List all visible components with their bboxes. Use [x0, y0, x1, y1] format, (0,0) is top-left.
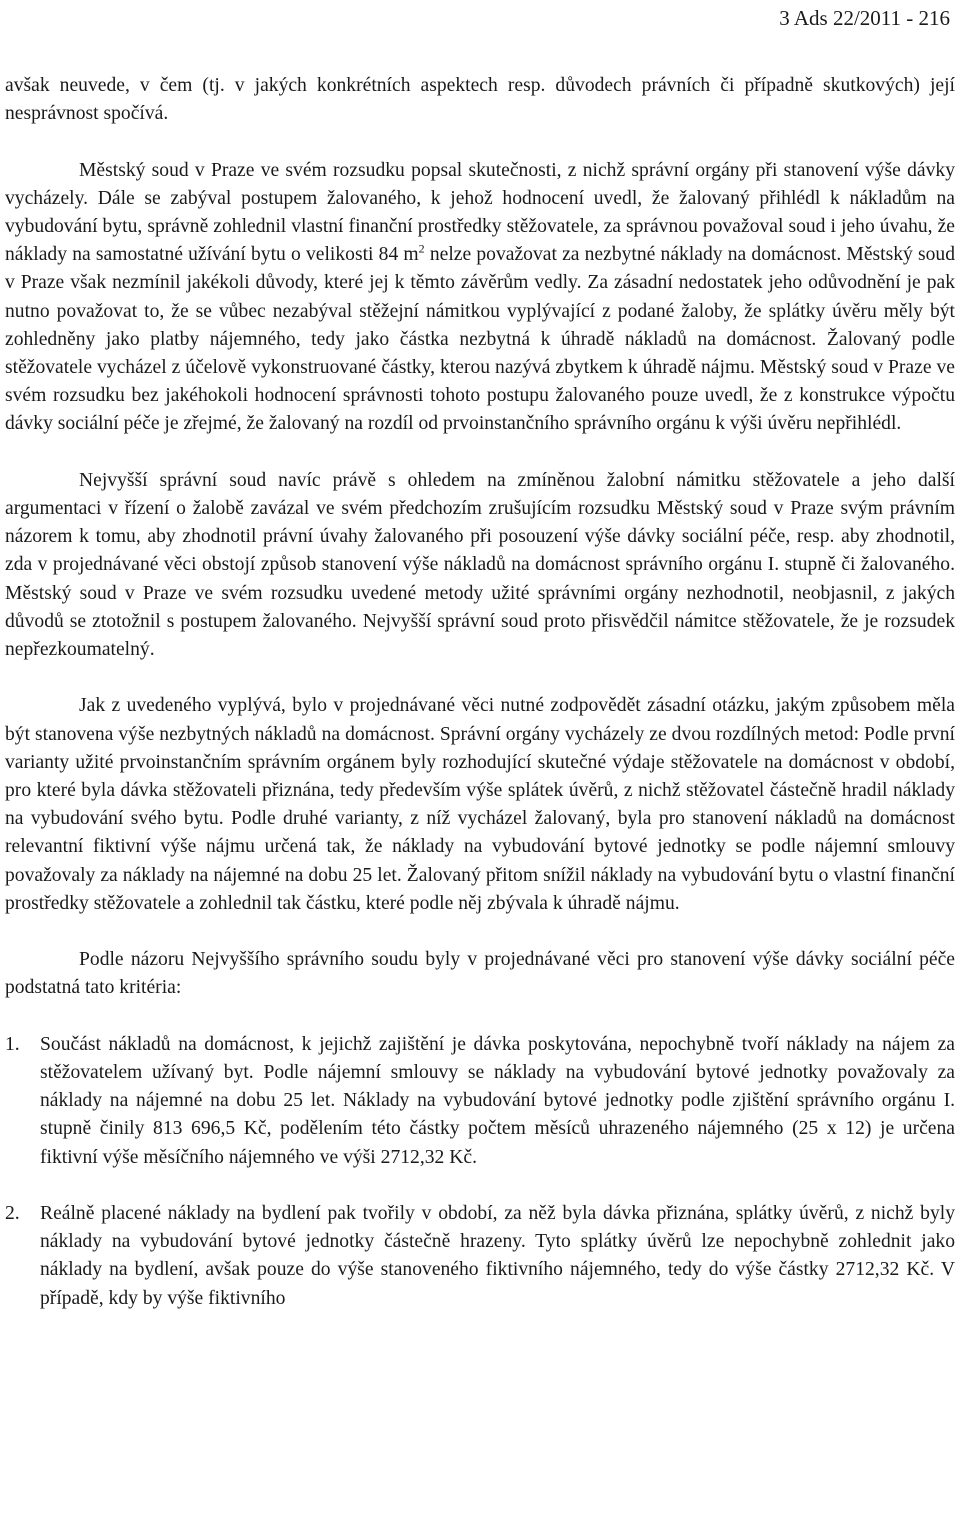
list-item-text: Reálně placené náklady na bydlení pak tvořily v období, za něž byla dávka přiznána, splátky úvěrů, z nichž byly náklady na vybudování bytové jednotky částečně hrazeny. Tyto splátky úvěrů lze nepochybně zohlednit jako náklady na bydlení, avšak pouze do výše stanoveného fiktivního nájemného, tedy do výše částky 2712,32 Kč. V případě, kdy by výše fiktivního	[40, 1203, 955, 1309]
list-item-number: 2.	[5, 1203, 20, 1225]
list-item	[5, 1200, 955, 1313]
paragraph-supreme-court-reasoning: Nejvyšší správní soud navíc právě s ohledem na zmíněnou žalobní námitku stěžovatele a jeho další argumentaci v řízení o žalobě zavázal ve svém předchozím zrušujícím rozsudku Městský soud v Praze svým právním názorem k tomu, aby zhodnotil právní úvahy žalovaného při posouzení výše dávky sociální péče, resp. aby zhodnotil, zda v projednávané věci obstojí způsob stanovení výše nákladů na domácnost správního orgánu I. stupně či žalovaného. Městský soud v Praze ve svém rozsudku uvedené metody užité správními orgány nezhodnotil, neobjasnil, z jakých důvodů se ztotožnil s postupem žalovaného. Nejvyšší správní soud proto přisvědčil námitce stěžovatele, že je rozsudek nepřezkoumatelný.	[5, 469, 955, 661]
paragraph-methods: Jak z uvedeného vyplývá, bylo v projednávané věci nutné zodpovědět zásadní otázku, jakým způsobem měla být stanovena výše nezbytných nákladů na domácnost. Správní orgány vycházely ze dvou rozdílných metod: Podle první varianty užité prvoinstančním správním orgánem byly rozhodující skutečné výdaje stěžovatele na domácnost v období, pro které byla dávka stěžovateli přiznána, tedy především výše splátek úvěrů, z nichž stěžovatel částečně hradil náklady na vybudování svého bytu. Podle druhé varianty, z níž vycházel žalovaný, byla pro stanovení nákladů na domácnost relevantní fiktivní výše nájmu určená tak, že náklady na vybudování bytové jednotky se podle nájemní smlouvy považovaly za náklady na nájemné na dobu 25 let. Žalovaný přitom snížil náklady na vybudování bytu o vlastní finanční prostředky stěžovatele a zohlednil tak částku, které podle něj zbývala k úhradě nájmu.	[5, 695, 955, 914]
paragraph-text-part-2: nelze považovat za nezbytné náklady na domácnost. Městský soud v Praze však nezmínil jakékoli důvody, které jej k těmto závěrům vedly. Za zásadní nedostatek jeho odůvodnění je pak nutno považovat to, že se vůbec nezabýval stěžejní námitkou vyplývající z podané žaloby, že splátky úvěru měly být zohledněny jako platby nájemného, tedy jako částka nezbytná k úhradě nákladů na domácnost. Žalovaný podle stěžovatele vycházel z účelově vykonstruované částky, kterou nazývá zbytkem k úhradě nájmu. Městský soud v Praze ve svém rozsudku bez jakéhokoli hodnocení správnosti tohoto postupu žalovaného pouze uvedl, že z konstrukce výpočtu dávky sociální péče je zřejmé, že žalovaný na rozdíl od prvoinstančního správního orgánu k výši úvěru nepřihlédl.	[5, 244, 955, 435]
paragraph-municipal-court-judgment	[5, 157, 955, 439]
document-body	[5, 72, 955, 1313]
list-item-number: 1.	[5, 1033, 20, 1055]
list-item	[5, 1031, 955, 1172]
paragraph-text-part-1: Městský soud v Praze ve svém rozsudku popsal skutečnosti, z nichž správní orgány při stanovení výše dávky vycházely. Dále se zabýval postupem žalovaného, k jehož hodnocení uvedl, že žalovaný přihlédl k nákladům na vybudování bytu, správně zohlednil vlastní finanční prostředky stěžovatele, za správnou považoval soud i jeho úvahu, že náklady na samostatné užívání bytu o velikosti 84 m	[5, 159, 955, 266]
paragraph-criteria-intro: Podle názoru Nejvyššího správního soudu byly v projednávané věci pro stanovení výše dávky sociální péče podstatná tato kritéria:	[5, 949, 955, 999]
case-reference-header: 3 Ads 22/2011 - 216	[779, 6, 950, 30]
paragraph-continuation: avšak neuvede, v čem (tj. v jakých konkrétních aspektech resp. důvodech právních či případně skutkových) její nesprávnost spočívá.	[5, 75, 955, 125]
list-item-text: Součást nákladů na domácnost, k jejichž zajištění je dávka poskytována, nepochybně tvoří náklady na nájem za stěžovatelem užívaný byt. Podle nájemní smlouvy se náklady na vybudování bytové jednotky považovaly za náklady na nájemné na dobu 25 let. Náklady na vybudování bytové jednotky podle zjištění správního orgánu I. stupně činily 813 696,5 Kč, podělením této částky počtem měsíců uhrazeného nájemného (25 x 12) je určena fiktivní výše měsíčního nájemného ve výši 2712,32 Kč.	[40, 1033, 955, 1168]
superscript-square: 2	[418, 241, 425, 256]
